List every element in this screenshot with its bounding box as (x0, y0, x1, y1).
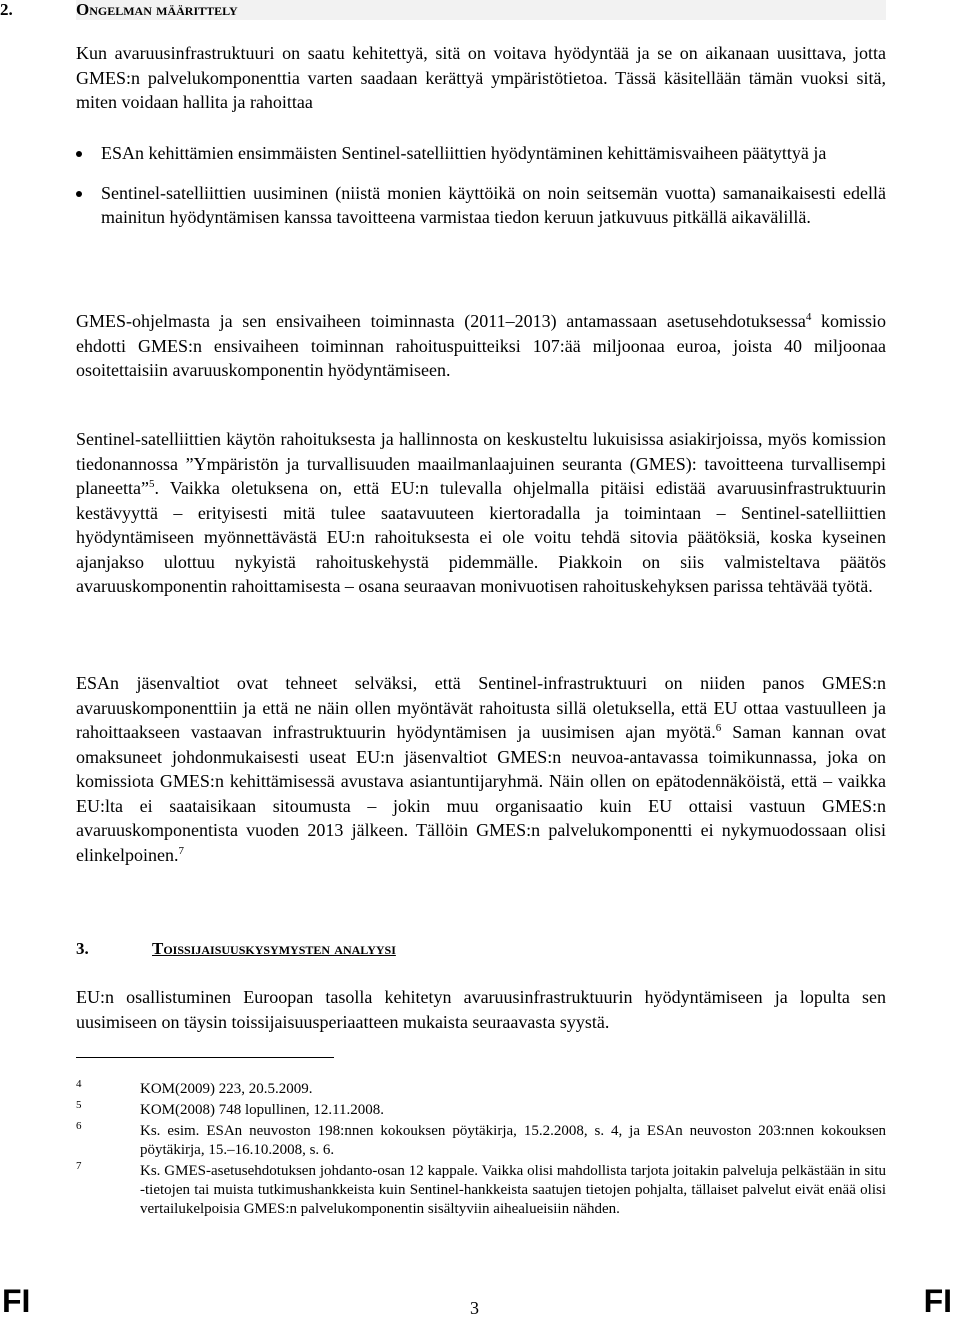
bullet-list (76, 141, 886, 230)
paragraph-subsidiarity: EU:n osallistuminen Euroopan tasolla kehitetyn avaruusinfrastruktuurin hyödyntämiseen ja lopulta sen uusimiseen on täysin toissijaisuusperiaatteen mukaista seuraavasta syystä. (76, 987, 886, 1032)
footnote-number: 4 (76, 1078, 82, 1090)
footnote (76, 1080, 886, 1099)
footnote-number: 5 (76, 1099, 82, 1111)
footnote-text: Ks. esim. ESAn neuvoston 198:nnen kokouksen pöytäkirja, 15.2.2008, s. 4, ja ESAn neuvoston 203:nnen kokouksen pöytäkirja, 15.–16.10.2008, s. 6. (140, 1123, 886, 1158)
bullet-item (76, 141, 886, 166)
footnote (76, 1101, 886, 1120)
paragraph-text: komissio ehdotti GMES:n ensivaiheen toiminnan rahoituspuitteiksi 107:ää miljoonaa euroa, joista 40 miljoonaa osoitettaisiin avaruuskomponentin hyödyntämiseen. (76, 311, 887, 380)
footnote-ref[interactable]: 4 (805, 311, 812, 323)
footnote (76, 1162, 886, 1219)
footnote (76, 1122, 886, 1160)
section-2-title: Ongelman määrittely (76, 0, 238, 19)
section-2-heading (0, 0, 886, 20)
footnote-ref[interactable]: 6 (715, 722, 722, 734)
footnote-number: 7 (76, 1160, 82, 1172)
footer-language-left: FI (2, 1283, 31, 1319)
paragraph-gmes-proposal (76, 309, 886, 383)
bullet-item (76, 181, 886, 230)
footnote-number: 6 (76, 1120, 82, 1132)
footnote-text: Ks. GMES-asetusehdotuksen johdanto-osan 12 kappale. Vaikka olisi mahdollista tarjota joitakin palveluja pelkästään in situ -tietojen tai muista tutkimushankkeista kuin Sentinel-hankkeista saatujen tietojen pohjalta, tällaiset palvelut eivät enää olisi vertailukelpoisia GMES:n palvelukomponentin sisältyviin aihealueisiin nähden. (140, 1163, 886, 1217)
bullet-icon (76, 191, 82, 197)
bullet-text: Sentinel-satelliittien uusiminen (niistä monien käyttöikä on noin seitsemän vuotta) samanaikaisesti edellä mainitun hyödyntämisen kanssa tavoitteena varmistaa tiedon keruun jatkuvuus pitkällä aikavälillä. (101, 182, 886, 227)
section-2-number: 2. (0, 0, 13, 19)
paragraph-text: GMES-ohjelmasta ja sen ensivaiheen toiminnasta (2011–2013) antamassaan asetusehdotuksessa (76, 311, 806, 331)
page-number: 3 (470, 1298, 479, 1318)
paragraph-text: Sentinel-satelliittien käytön rahoituksesta ja hallinnosta on keskusteltu lukuisissa asiakirjoissa, myös komission tiedonannossa ”Ympäristön ja turvallisuuden maailmanlaajuinen seuranta (GMES): tavoitteena turvallisempi planeetta” (76, 429, 886, 498)
bullet-text: ESAn kehittämien ensimmäisten Sentinel-satelliittien hyödyntäminen kehittämisvaiheen päätyttyä ja (101, 143, 827, 163)
section-3-title: Toissijaisuuskysymysten analyysi (152, 939, 396, 958)
paragraph-text: Saman kannan ovat omaksuneet johdonmukaisesti useat EU:n jäsenvaltiot GMES:n neuvoa-antavassa toimikunnassa, joka on komissiota GMES:n kehittämisessä avustava asiantuntijaryhmä. Näin ollen on epätodennäköistä, että – vaikka EU:lta ei saataisikaan sitoumusta – jokin muu organisaatio kuin EU ottaisi vastuun GMES:n avaruuskomponentista vuoden 2013 jälkeen. Tällöin GMES:n palvelukomponentti ei nykymuodossaan olisi elinkelpoinen. (76, 722, 886, 865)
paragraph-esa-member-states (76, 671, 886, 867)
footnote-ref[interactable]: 5 (148, 478, 155, 490)
footnote-separator (76, 1057, 334, 1058)
footnote-text: KOM(2008) 748 lopullinen, 12.11.2008. (140, 1102, 385, 1118)
paragraph-text: ESAn jäsenvaltiot ovat tehneet selväksi, että Sentinel-infrastruktuuri on niiden panos GMES:n avaruuskomponenttiin ja että ne näin ollen myöntävät rahoitusta sillä oletuksella, että EU ottaa vastuulleen ja rahoittaakseen vastaavan infrastruktuurin hyödyntämisen ja uusimisen ajan myötä. (76, 673, 886, 742)
footnote-text: KOM(2009) 223, 20.5.2009. (140, 1081, 313, 1097)
paragraph-text: . Vaikka oletuksena on, että EU:n tulevalla ohjelmalla pitäisi edistää avaruusinfrastruktuurin kestävyyttä – erityisesti mitä tulee saatavuuteen kiertoradalla ja toimintaan – Sentinel-satelliittien hyödyntämiseen myönnettävästä EU:n rahoituksesta ei ole voitu tehdä sitovia päätöksiä, koska kyseinen ajanjakso ulottuu nykyistä rahoituskehystä pidemmälle. Piakkoin on siis valmisteltava päätös avaruuskomponentin rahoittamisesta – osana seuraavan monivuotisen rahoituskehyksen parissa tehtävää työtä. (76, 478, 886, 596)
paragraph-intro: Kun avaruusinfrastruktuuri on saatu kehitettyä, sitä on voitava hyödyntää ja se on aikanaan uusittava, jotta GMES:n palvelukomponenttia varten saadaan kerättyä ympäristötietoa. Tässä käsitellään tämän vuoksi sitä, miten voidaan hallita ja rahoittaa (76, 43, 886, 112)
footnote-ref[interactable]: 7 (178, 844, 184, 857)
footnotes (76, 1080, 886, 1221)
footer-language-right: FI (923, 1283, 952, 1319)
paragraph-financing (76, 427, 886, 599)
section-3-number: 3. (76, 939, 89, 958)
bullet-icon (76, 151, 82, 157)
section-3-heading (76, 938, 886, 960)
